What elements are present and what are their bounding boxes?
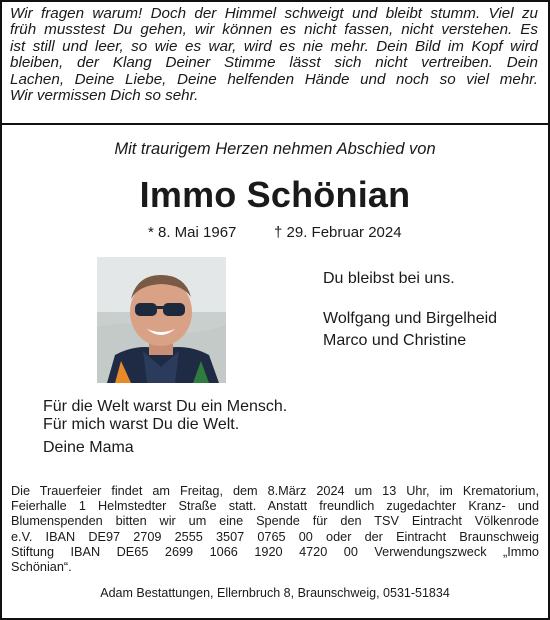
mama-verse: Für mich warst Du die Welt. xyxy=(43,416,240,433)
family-names: Wolfgang und Birgelheid xyxy=(323,310,498,327)
intro-text: Mit traurigem Herzen nehmen Abschied von xyxy=(114,140,436,158)
info-line: Feierhalle 1 Helmstedter Straße statt. Anstatt freundlich zugedachter Kranz- und xyxy=(11,499,539,514)
poem-line: Lachen, Deine Liebe, Deine helfenden Hände und noch so viel mehr. xyxy=(10,70,538,88)
poem-text xyxy=(10,6,538,104)
portrait-photo xyxy=(97,257,226,383)
info-line: Schönian“. xyxy=(11,560,72,575)
funeral-info xyxy=(11,484,539,575)
poem-line: früh musstest Du gehen, wir können es nicht fassen, nicht verstehen. Es xyxy=(10,21,538,39)
family-message: Du bleibst bei uns. xyxy=(323,270,455,287)
info-line: Blumenspenden bitten wir um eine Spende für den TSV Eintracht Völkenrode xyxy=(11,514,539,529)
family-names: Marco und Christine xyxy=(323,332,467,349)
info-line: e.V. IBAN DE97 2709 2555 3507 0765 00 oder der Eintracht Braunschweig xyxy=(11,529,539,544)
poem-line: bleiben, der Klang Deiner Stimme lässt sich nicht vertreiben. Dein xyxy=(10,54,538,72)
deceased-name: Immo Schönian xyxy=(139,174,411,215)
mama-signature: Deine Mama xyxy=(43,439,134,456)
birth-date: * 8. Mai 1967 xyxy=(148,224,237,241)
poem-line: ist still und leer, so wie es war, wird es nie mehr. Dein Bild im Kopf wird xyxy=(10,37,538,55)
poem-line: Wir fragen warum! Doch der Himmel schweigt und bleibt stumm. Viel zu xyxy=(10,5,538,22)
funeral-home: Adam Bestattungen, Ellernbruch 8, Braunschweig, 0531-51834 xyxy=(100,586,450,600)
info-line: Die Trauerfeier findet am Freitag, dem 8.März 2024 um 13 Uhr, im Krematorium, xyxy=(11,484,539,498)
death-date: † 29. Februar 2024 xyxy=(274,224,402,241)
mama-verse: Für die Welt warst Du ein Mensch. xyxy=(43,398,288,415)
info-line: Stiftung IBAN DE65 2699 1066 1920 4720 00 Verwendungszweck „Immo xyxy=(11,544,539,559)
poem-line: Wir vermissen Dich so sehr. xyxy=(10,87,199,105)
divider xyxy=(0,123,550,125)
